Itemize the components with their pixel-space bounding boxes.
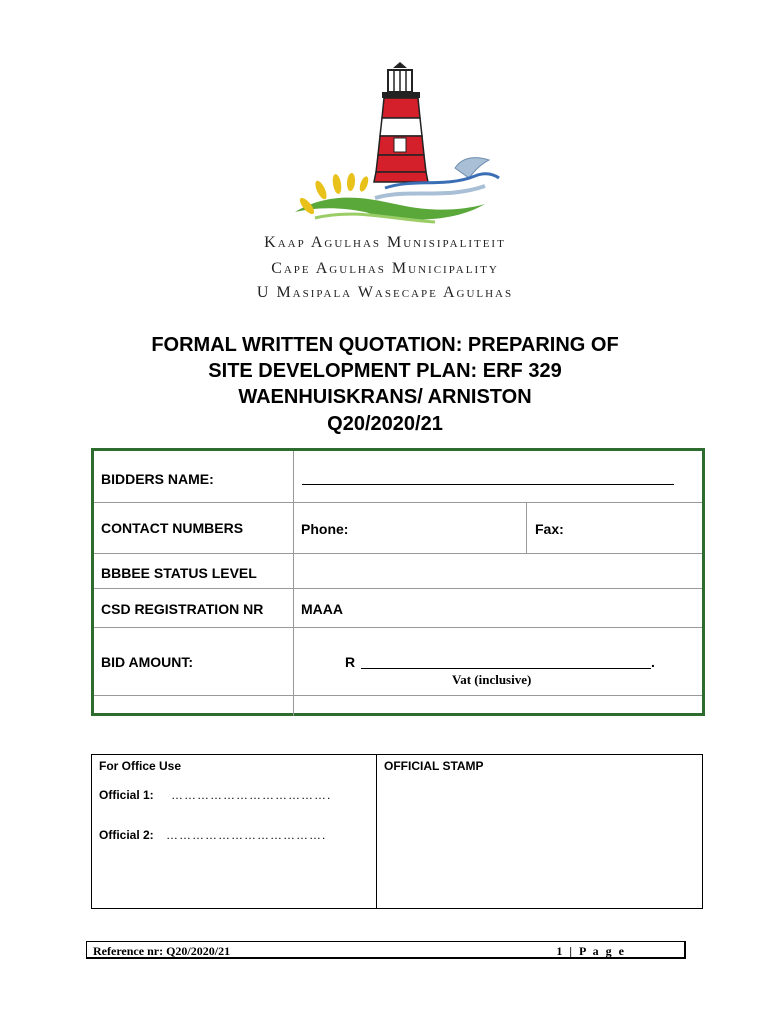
vat-note: Vat (inclusive): [452, 672, 532, 687]
quotation-number: Q20/2020/21: [327, 413, 443, 435]
title-line-2: SITE DEVELOPMENT PLAN: ERF 329: [208, 360, 562, 382]
official-2-field[interactable]: ……………………………….: [166, 828, 327, 842]
office-use-box: [91, 754, 703, 909]
official-stamp-heading: OFFICIAL STAMP: [384, 759, 484, 773]
phone-field[interactable]: Phone:: [301, 521, 349, 537]
csd-label: CSD REGISTRATION NR: [101, 601, 264, 617]
bbbee-row: [94, 554, 702, 589]
bid-amount-field[interactable]: [361, 668, 651, 669]
currency-symbol: R: [345, 654, 356, 670]
municipality-logo: [285, 60, 515, 235]
bidders-name-label: BIDDERS NAME:: [101, 471, 214, 487]
contact-numbers-row: [94, 503, 702, 554]
page-footer: [86, 941, 686, 959]
bbbee-label: BBBEE STATUS LEVEL: [101, 565, 257, 581]
office-use-heading: For Office Use: [99, 759, 182, 773]
official-2-label: Official 2:: [99, 828, 154, 842]
title-line-3: WAENHUISKRANS/ ARNISTON: [238, 386, 532, 408]
title-line-1: FORMAL WRITTEN QUOTATION: PREPARING OF: [151, 334, 619, 356]
csd-field[interactable]: MAAA: [301, 601, 343, 617]
official-1-field[interactable]: ……………………………….: [171, 788, 332, 802]
bid-amount-label: BID AMOUNT:: [101, 654, 194, 670]
csd-row: [94, 589, 702, 628]
amount-end: .: [651, 654, 655, 670]
contact-numbers-label: CONTACT NUMBERS: [101, 520, 244, 536]
municipality-name-xhosa: U Masipala Wasecape Agulhas: [256, 284, 514, 301]
bid-amount-row: [94, 628, 702, 696]
bidders-name-field[interactable]: [302, 484, 674, 485]
official-1-label: Official 1:: [99, 788, 154, 802]
municipality-name-afrikaans: Kaap Agulhas Munisipaliteit: [264, 234, 506, 251]
empty-row: [94, 696, 702, 716]
bidders-name-row: [94, 451, 702, 503]
fax-field[interactable]: Fax:: [535, 521, 564, 537]
municipality-name-english: Cape Agulhas Municipality: [271, 260, 499, 277]
page-number: 1 | P a g e: [556, 944, 626, 958]
reference-number: Reference nr: Q20/2020/21: [93, 944, 231, 958]
bid-form: [91, 448, 705, 716]
